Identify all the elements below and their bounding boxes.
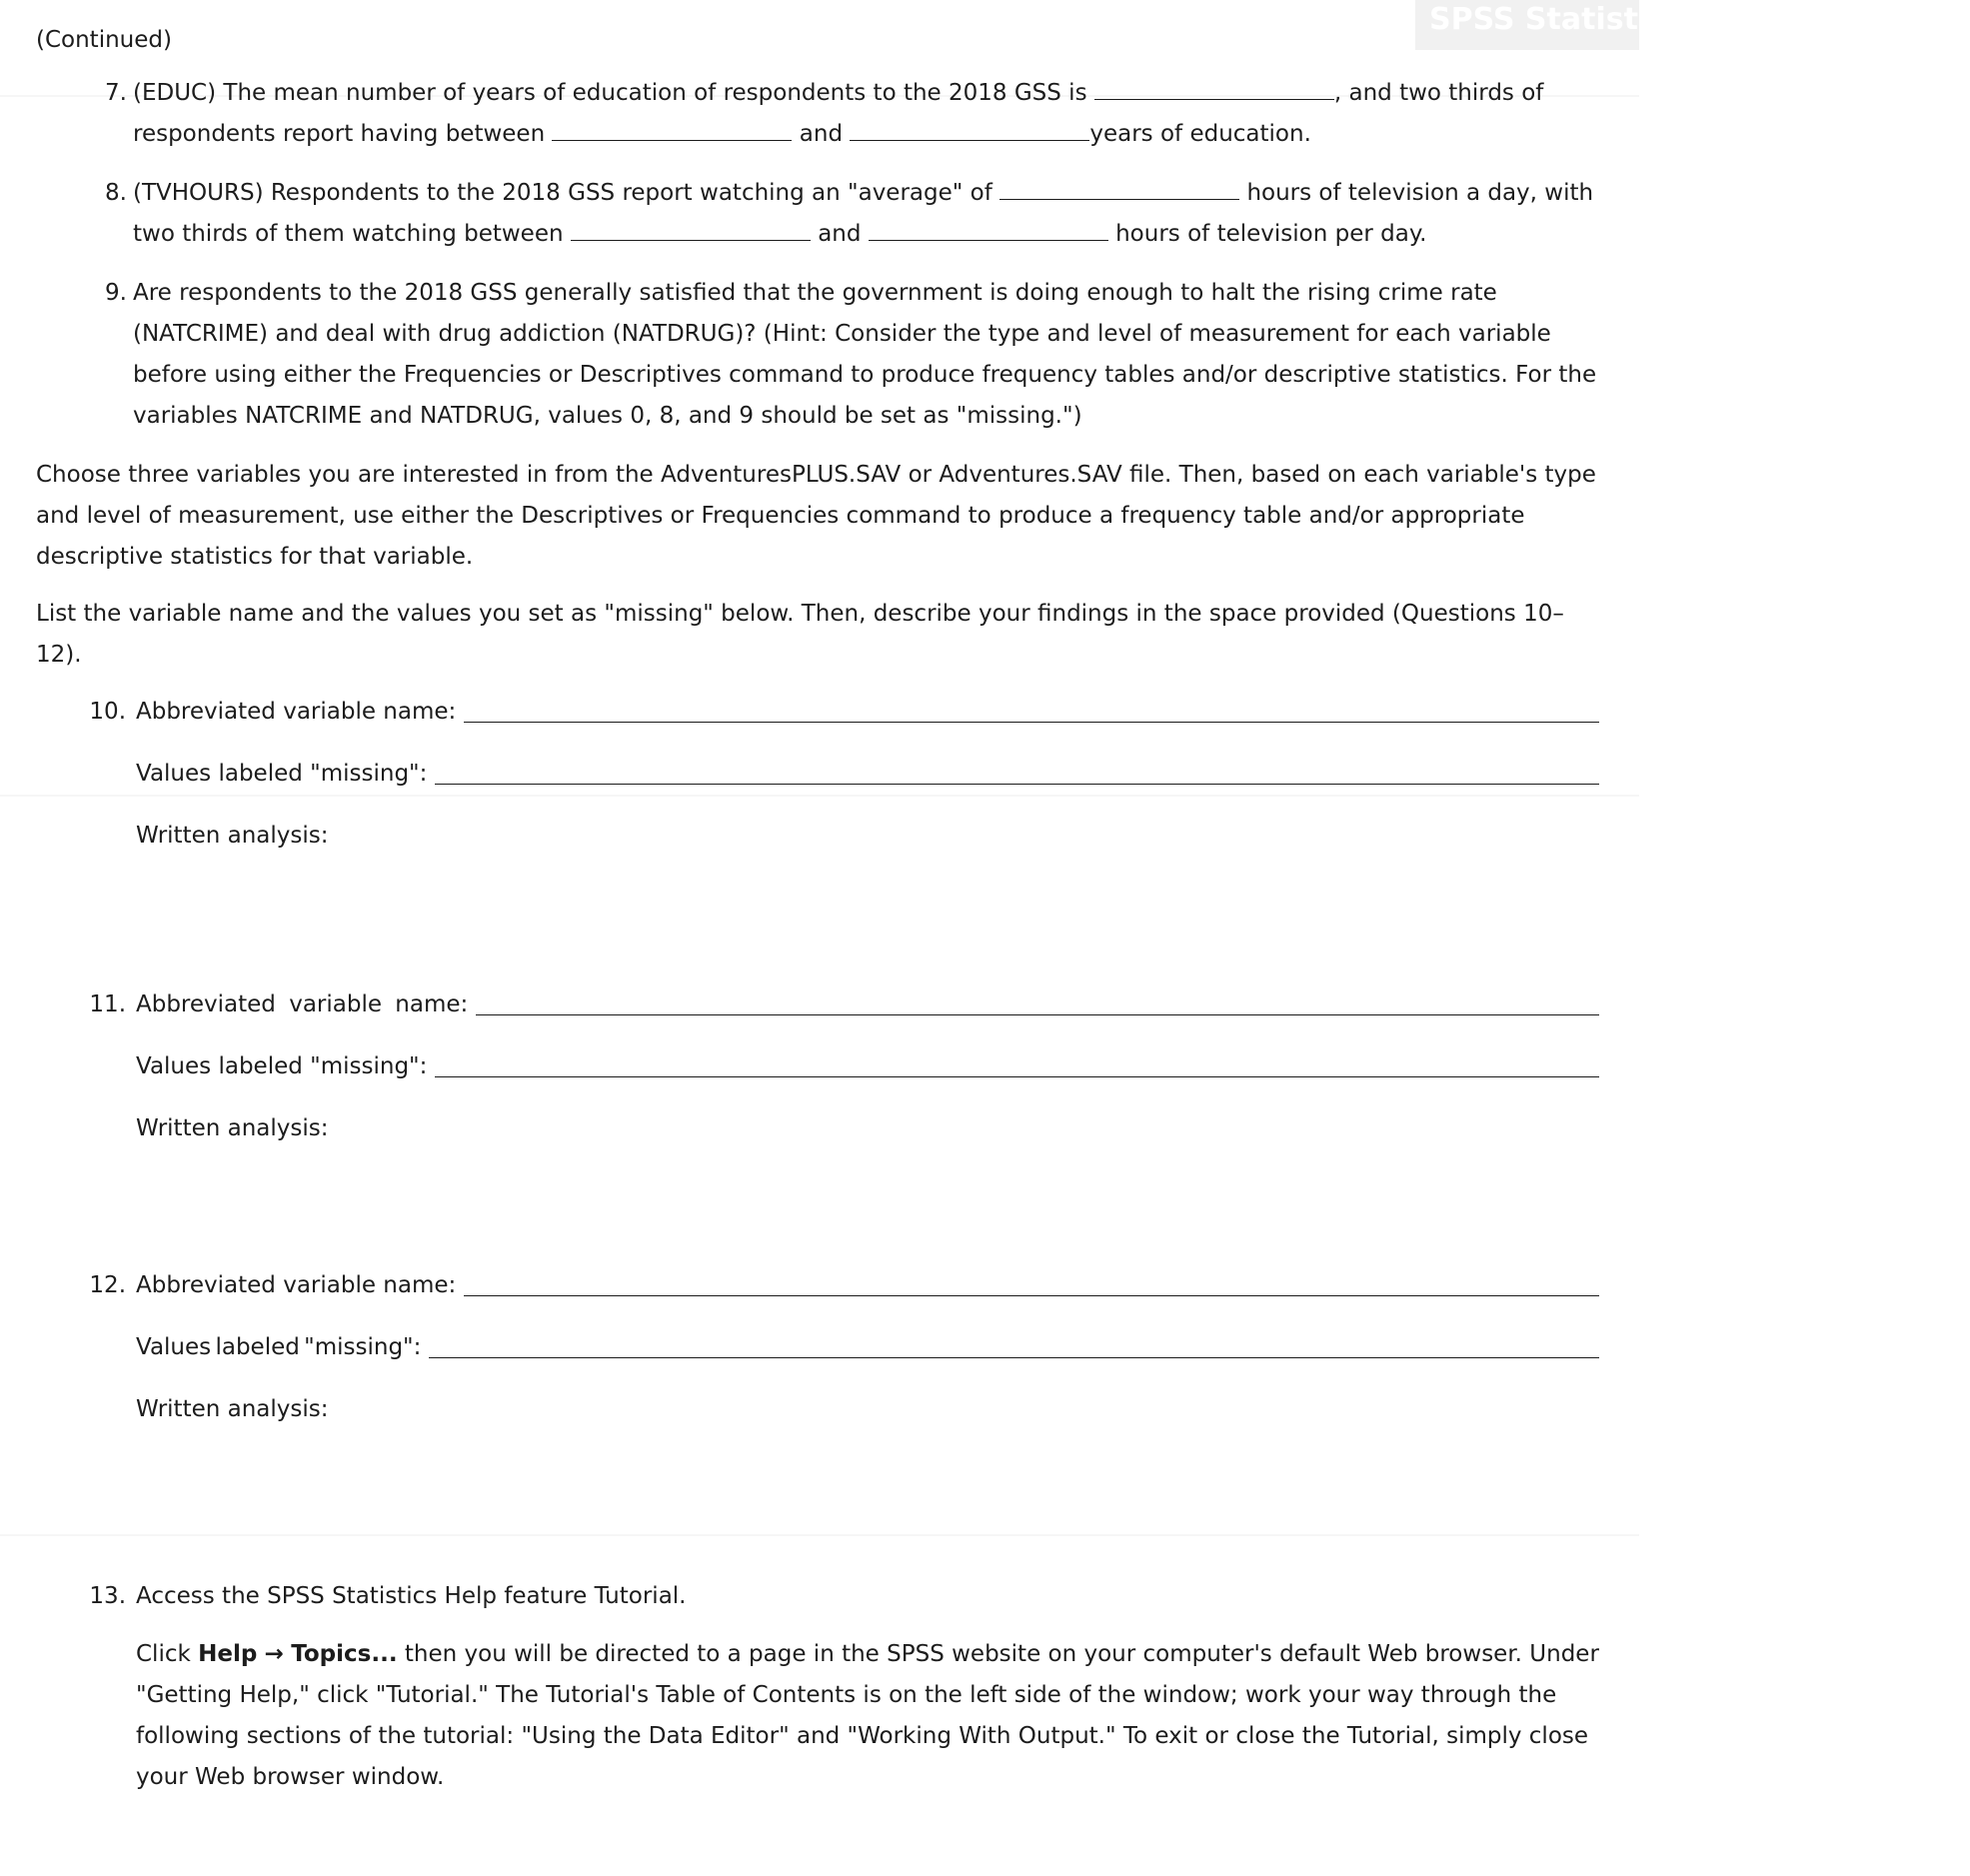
question-text: hours of television a day, with two thirds of them watching between [133,180,1594,247]
field-label: Abbreviated variable name: [136,991,469,1017]
written-analysis-label: Written analysis: [136,823,329,849]
field-label: Values labeled "missing": [136,1053,428,1079]
variable-name-field [136,1265,1599,1306]
answer-blank[interactable] [552,118,792,141]
question-text: years of education. [1089,121,1311,147]
help-text: then you will be directed to a page in the SPSS website on your computer's default Web browser. Under "Getting Help," click "Tutorial." The Tutorial's Table of Contents is on the left side of the window; work your way through the following sections of the tutorial: "Using the Data Editor" and "Working With Output." To exit or close the Tutorial, simply close your Web browser window. [136,1641,1599,1790]
written-analysis-area[interactable] [136,1149,1599,1247]
variable-name-input[interactable] [464,1275,1599,1296]
question-10 [36,692,1599,966]
answer-blank[interactable] [850,118,1089,141]
question-13 [36,1576,1599,1798]
missing-values-input[interactable] [435,764,1599,785]
written-analysis-area[interactable] [136,857,1599,966]
question-text: , and two thirds of respondents report having between [133,80,1544,147]
question-12 [36,1265,1599,1558]
question-text: (TVHOURS) Respondents to the 2018 GSS report watching an "average" of [133,180,992,206]
field-label: Abbreviated variable name: [136,699,457,725]
question-number: 10. [89,699,126,725]
question-text: and [799,121,844,147]
variable-name-input[interactable] [464,702,1599,723]
question-number: 13. [89,1583,126,1609]
menu-arrow-icon: → [264,1641,284,1667]
question-11 [36,984,1599,1247]
answer-blank[interactable] [1094,77,1334,100]
continued-label: (Continued) [36,27,172,53]
instructions-paragraph: List the variable name and the values you set as "missing" below. Then, describe your findings in the space provided (Questions 10–12). [36,601,1564,668]
question-number: 8. [105,180,127,206]
answer-blank[interactable] [869,218,1108,241]
written-analysis-label: Written analysis: [136,1396,329,1422]
topics-menu-reference: Topics... [291,1641,398,1667]
bleed-through-header: SPSS Statistics Lab Exercise 5.1 [1415,0,1639,50]
question-7 [36,73,1599,155]
worksheet-page [36,20,1599,1816]
answer-blank[interactable] [999,177,1239,200]
field-label: Values labeled "missing": [136,1334,422,1360]
written-analysis-label: Written analysis: [136,1115,329,1141]
question-title: Access the SPSS Statistics Help feature Tutorial. [136,1583,687,1609]
help-instructions [136,1634,1599,1798]
question-text: and [818,221,862,247]
field-label: Values labeled "missing": [136,761,428,787]
variable-name-input[interactable] [476,994,1599,1015]
question-number: 7. [105,80,127,106]
question-text: hours of television per day. [1115,221,1427,247]
help-menu-reference: Help [198,1641,258,1667]
variable-name-field [136,692,1599,733]
question-number: 11. [89,991,126,1017]
question-text: (EDUC) The mean number of years of education of respondents to the 2018 GSS is [133,80,1087,106]
written-analysis-area[interactable] [136,1430,1599,1558]
instructions-paragraph: Choose three variables you are interested in from the AdventuresPLUS.SAV or Adventures.SAV file. Then, based on each variable's type and level of measurement, use either the Descriptives or Frequencies command to produce a frequency table and/or appropriate descriptive statistics for that variable. [36,462,1596,570]
field-label: Abbreviated variable name: [136,1272,457,1298]
question-8 [36,173,1599,255]
missing-values-field [136,754,1599,795]
missing-values-input[interactable] [429,1337,1599,1358]
missing-values-field [136,1327,1599,1368]
help-text: Click [136,1641,191,1667]
missing-values-input[interactable] [435,1056,1599,1077]
question-9 [36,273,1599,437]
answer-blank[interactable] [571,218,811,241]
question-number: 12. [89,1272,126,1298]
variable-name-field [136,984,1599,1025]
question-number: 9. [105,280,127,306]
question-text: Are respondents to the 2018 GSS generally satisfied that the government is doing enough to halt the rising crime rate (NATCRIME) and deal with drug addiction (NATDRUG)? (Hint: Consider the type and level of measurement for each variable before using either the Frequencies or Descriptives command to produce frequency tables and/or descriptive statistics. For the variables NATCRIME and NATDRUG, values 0, 8, and 9 should be set as "missing.") [133,280,1597,429]
missing-values-field [136,1046,1599,1087]
